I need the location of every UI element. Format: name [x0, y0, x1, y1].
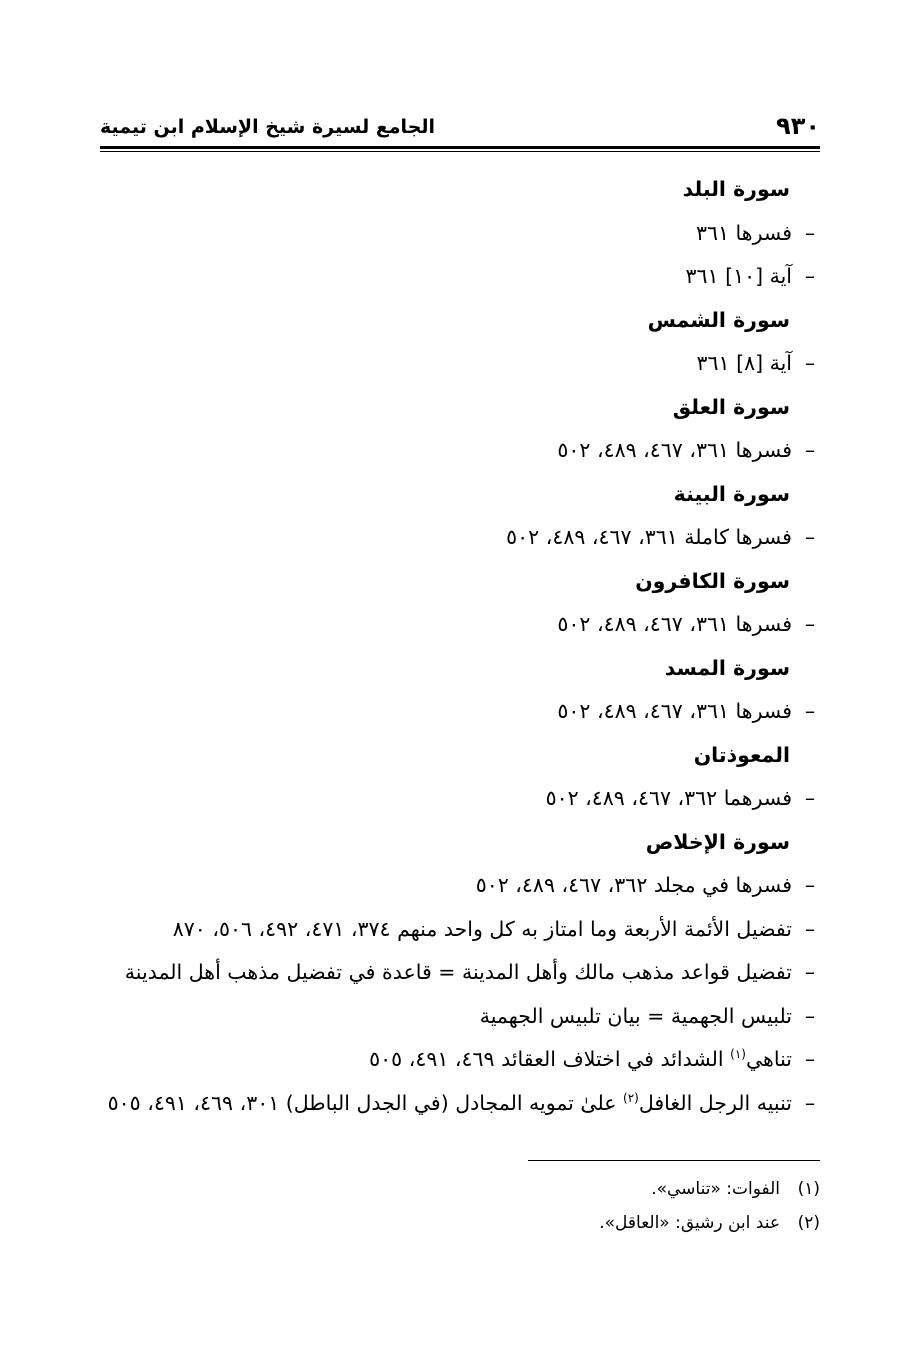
surah-heading: المعوذتان: [693, 742, 790, 767]
index-entry: [130, 864, 820, 908]
index-entry: [124, 951, 820, 995]
footnote-marker: (١): [730, 1047, 746, 1062]
page-header: [100, 112, 820, 144]
footnote-number: (١): [797, 1179, 820, 1199]
entry-dash: –: [804, 220, 816, 245]
entry-dash: –: [804, 351, 816, 375]
header-rule-thick: [100, 146, 820, 149]
index-entry: [130, 212, 820, 256]
entry-dash: –: [804, 960, 816, 984]
header-rule-thin: [100, 151, 820, 152]
entry-dash: –: [804, 699, 816, 723]
entry-text: تفضيل قواعد مذهب مالك وأهل المدينة = قاعدة في تفضيل مذهب أهل المدينة: [124, 960, 792, 984]
index-entry: [130, 777, 820, 821]
entry-text: فسرها في مجلد ٣٦٢، ٤٦٧، ٤٨٩، ٥٠٢: [475, 873, 792, 897]
entry-text: تنبيه الرجل الغافل: [638, 1090, 792, 1115]
entry-text: فسرها ٣٦١: [695, 220, 792, 245]
index-entry: [130, 429, 820, 473]
entry-dash: –: [804, 916, 816, 941]
book-page: [100, 0, 820, 1366]
entry-dash: –: [804, 612, 816, 636]
index-entry: [130, 690, 820, 734]
footnotes: [100, 1172, 820, 1240]
footnote-number: (٢): [797, 1213, 820, 1233]
entry-dash: –: [804, 786, 816, 810]
entry-text: فسرهما ٣٦٢، ٤٦٧، ٤٨٩، ٥٠٢: [545, 786, 792, 810]
footnote-marker: (٢): [623, 1090, 639, 1105]
index-entry: [130, 995, 820, 1039]
index-entry: [130, 516, 820, 560]
page-number: ٩٣٠: [776, 112, 820, 140]
surah-heading: سورة الكافرون: [635, 568, 790, 593]
index-entry: [130, 908, 820, 952]
entry-text: تلبيس الجهمية = بيان تلبيس الجهمية: [479, 1003, 792, 1028]
entry-dash: –: [804, 873, 816, 897]
footnote: [100, 1206, 820, 1240]
running-title: الجامع لسيرة شيخ الإسلام ابن تيمية: [100, 116, 436, 138]
surah-heading: سورة المسد: [664, 655, 790, 680]
entry-dash: –: [804, 1047, 816, 1071]
entry-text: فسرها كاملة ٣٦١، ٤٦٧، ٤٨٩، ٥٠٢: [506, 525, 792, 549]
footnote: [100, 1172, 820, 1206]
surah-heading: سورة العلق: [672, 394, 790, 419]
entry-text: فسرها ٣٦١، ٤٦٧، ٤٨٩، ٥٠٢: [557, 612, 792, 636]
entry-text: علىٰ تمويه المجادل (في الجدل الباطل) ٣٠١، ٤٦٩، ٤٩١، ٥٠٥: [107, 1090, 624, 1115]
entry-text: آية [١٠] ٣٦١: [685, 264, 792, 288]
entry-text: فسرها ٣٦١، ٤٦٧، ٤٨٩، ٥٠٢: [557, 699, 792, 723]
entry-text: فسرها ٣٦١، ٤٦٧، ٤٨٩، ٥٠٢: [557, 438, 792, 462]
entry-dash: –: [804, 525, 816, 549]
entry-text: الشدائد في اختلاف العقائد ٤٦٩، ٤٩١، ٥٠٥: [369, 1047, 731, 1071]
entry-dash: –: [804, 1003, 816, 1028]
index-entries: [100, 168, 816, 1125]
index-entry: [130, 603, 820, 647]
surah-heading: سورة الشمس: [647, 307, 790, 332]
footnote-separator: [528, 1160, 820, 1161]
entry-text: تناهي: [745, 1047, 792, 1071]
surah-heading: سورة البلد: [682, 177, 790, 201]
entry-text: آية [٨] ٣٦١: [696, 351, 792, 375]
entry-dash: –: [804, 1090, 816, 1115]
entry-text: تفضيل الأئمة الأربعة وما امتاز به كل واحد منهم ٣٧٤، ٤٧١، ٤٩٢، ٥٠٦، ٨٧٠: [172, 916, 792, 941]
index-entry: [130, 255, 820, 299]
index-entry: [130, 1038, 820, 1082]
index-entry: [107, 1082, 820, 1126]
footnote-text: عند ابن رشيق: «العاقل».: [599, 1213, 780, 1233]
entry-dash: –: [804, 438, 816, 462]
surah-heading: سورة الإخلاص: [645, 829, 790, 854]
index-entry: [130, 342, 820, 386]
surah-heading: سورة البينة: [673, 481, 790, 506]
footnote-text: الفوات: «تناسي».: [651, 1179, 780, 1199]
entry-dash: –: [804, 264, 816, 288]
